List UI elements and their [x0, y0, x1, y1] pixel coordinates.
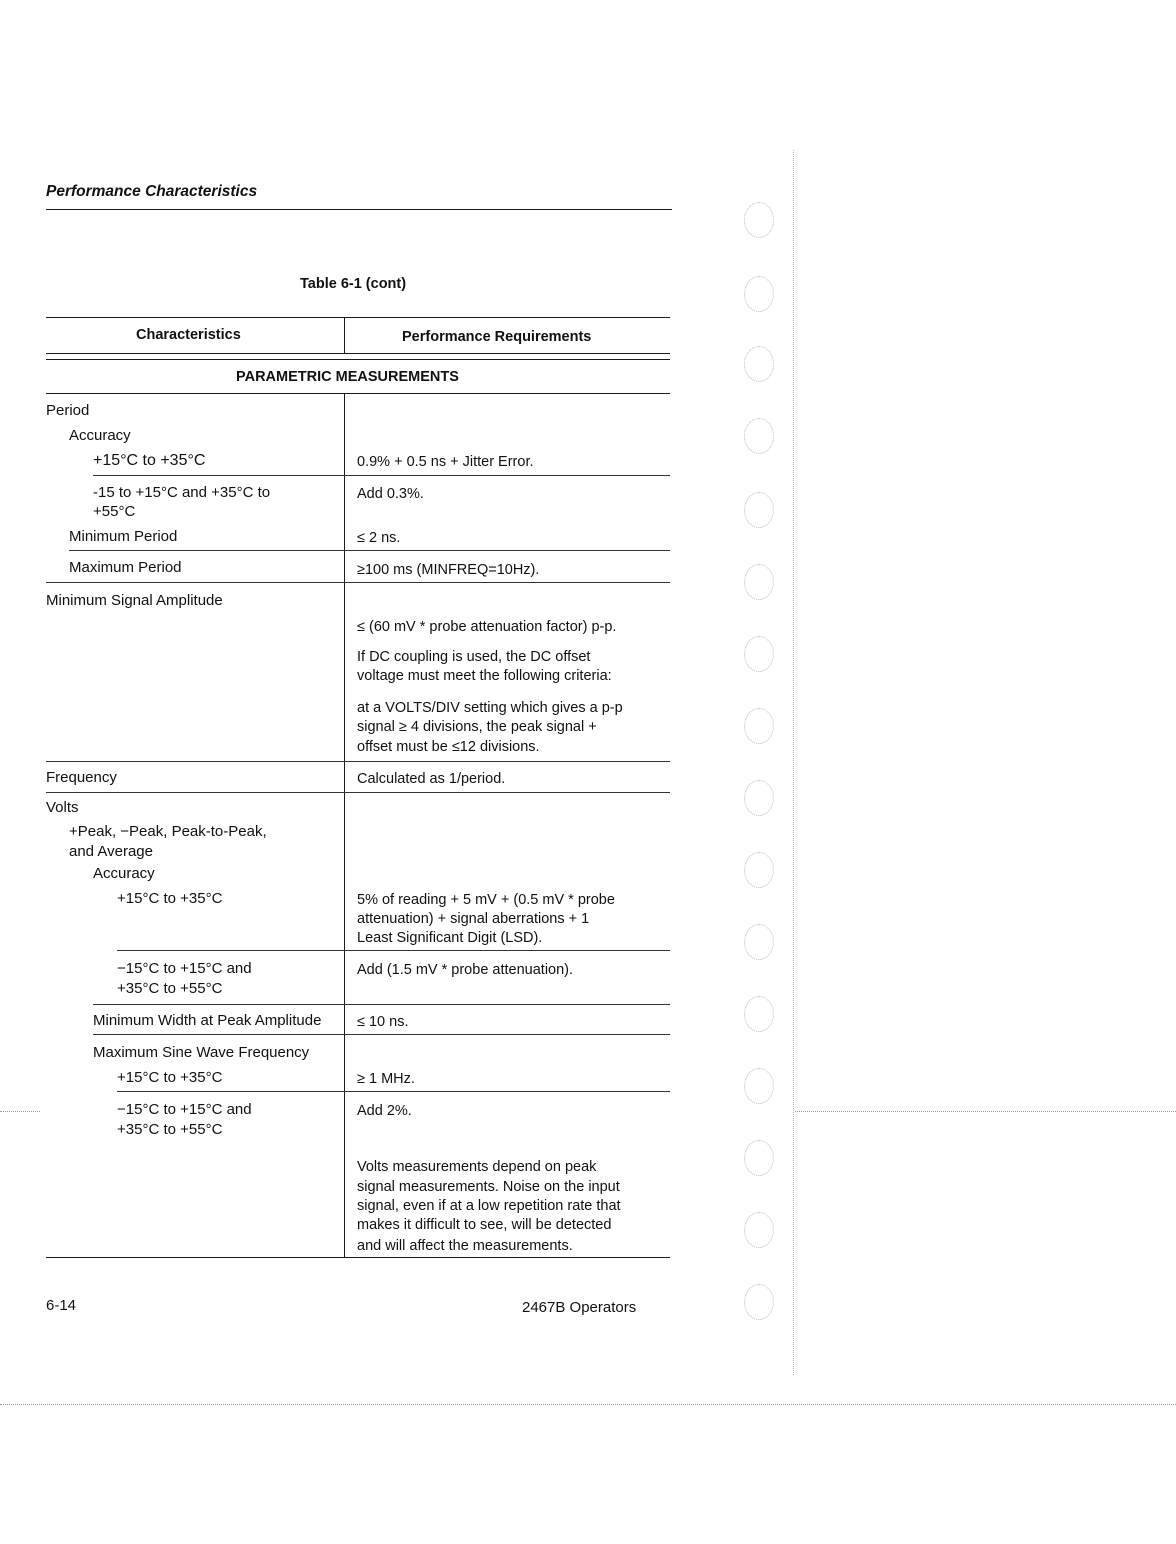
period-accuracy-label: Accuracy: [69, 427, 131, 444]
min-period-requirement: ≤ 2 ns.: [357, 530, 401, 546]
binder-hole: [744, 996, 774, 1032]
binder-hole: [744, 780, 774, 816]
row-rule: [117, 1091, 670, 1092]
frequency-requirement: Calculated as 1/period.: [357, 771, 506, 787]
header-double-rule-bottom: [46, 359, 670, 360]
volts-temp-range-1-req-line3: Least Significant Digit (LSD).: [357, 930, 543, 946]
min-signal-requirement-2-line1: If DC coupling is used, the DC offset: [357, 649, 591, 665]
period-temp-range-2-line1: -15 to +15°C and +35°C to: [93, 484, 271, 501]
table-title: Table 6-1 (cont): [300, 276, 407, 292]
min-signal-amplitude-label: Minimum Signal Amplitude: [46, 592, 223, 609]
binder-hole: [744, 708, 774, 744]
volts-temp-range-2-line2: +35°C to +55°C: [117, 980, 223, 997]
header-double-rule-top: [46, 353, 670, 354]
binder-hole: [744, 492, 774, 528]
row-rule: [117, 950, 670, 951]
volts-note-line4: makes it difficult to see, will be detected: [357, 1217, 612, 1233]
fold-line: [795, 1111, 1176, 1112]
binder-hole: [744, 1068, 774, 1104]
section-title: Performance Characteristics: [46, 183, 258, 200]
volts-label: Volts: [46, 799, 79, 816]
binder-hole: [744, 202, 774, 238]
column-divider-body: [344, 394, 345, 1257]
row-rule: [93, 1034, 670, 1035]
volts-temp-range-3: +15°C to +35°C: [117, 1069, 223, 1086]
min-signal-requirement-3-line2: signal ≥ 4 divisions, the peak signal +: [357, 719, 597, 735]
period-temp-range-2-requirement: Add 0.3%.: [357, 486, 424, 502]
table-bottom-rule: [46, 1257, 670, 1258]
table-top-rule: [46, 317, 670, 318]
min-width-label: Minimum Width at Peak Amplitude: [93, 1012, 322, 1029]
volts-temp-range-2-line1: −15°C to +15°C and: [117, 960, 252, 977]
volts-temp-range-1-req-line2: attenuation) + signal aberrations + 1: [357, 911, 590, 927]
binder-hole: [744, 1140, 774, 1176]
binder-hole: [744, 1212, 774, 1248]
binder-hole: [744, 276, 774, 312]
section-heading: PARAMETRIC MEASUREMENTS: [236, 369, 459, 385]
manual-name: 2467B Operators: [522, 1299, 637, 1316]
volts-sub-line1: +Peak, −Peak, Peak-to-Peak,: [69, 823, 267, 840]
scan-edge: [0, 1404, 1176, 1405]
binder-hole: [744, 636, 774, 672]
row-rule: [93, 475, 670, 476]
binder-hole: [744, 564, 774, 600]
page-number: 6-14: [46, 1297, 77, 1314]
binder-hole: [744, 1284, 774, 1320]
volts-note-line2: signal measurements. Noise on the input: [357, 1179, 620, 1195]
min-signal-requirement-3-line1: at a VOLTS/DIV setting which gives a p-p: [357, 700, 623, 716]
binder-hole: [744, 418, 774, 454]
period-temp-range-1-requirement: 0.9% + 0.5 ns + Jitter Error.: [357, 454, 534, 470]
volts-temp-range-1-req-line1: 5% of reading + 5 mV + (0.5 mV * probe: [357, 892, 615, 908]
binder-hole: [744, 852, 774, 888]
period-label: Period: [46, 402, 90, 419]
min-signal-requirement-1: ≤ (60 mV * probe attenuation factor) p-p.: [357, 619, 617, 635]
max-sine-label: Maximum Sine Wave Frequency: [93, 1044, 310, 1061]
row-rule: [46, 792, 670, 793]
page-edge: [793, 150, 794, 1375]
period-temp-range-1: +15°C to +35°C: [93, 452, 206, 469]
volts-note-line5: and will affect the measurements.: [357, 1238, 573, 1254]
column-header-characteristics: Characteristics: [136, 327, 241, 343]
min-period-label: Minimum Period: [69, 528, 178, 545]
volts-temp-range-4-line1: −15°C to +15°C and: [117, 1101, 252, 1118]
row-rule: [93, 1004, 670, 1005]
row-rule: [46, 582, 670, 583]
section-rule: [46, 393, 670, 394]
row-rule: [46, 761, 670, 762]
min-signal-requirement-2-line2: voltage must meet the following criteria:: [357, 668, 612, 684]
min-width-requirement: ≤ 10 ns.: [357, 1014, 409, 1030]
fold-line: [0, 1111, 40, 1112]
row-rule: [69, 550, 670, 551]
header-rule: [46, 209, 672, 210]
period-temp-range-2-line2: +55°C: [93, 503, 136, 520]
max-period-label: Maximum Period: [69, 559, 182, 576]
volts-temp-range-2-requirement: Add (1.5 mV * probe attenuation).: [357, 962, 574, 978]
volts-note-line1: Volts measurements depend on peak: [357, 1159, 597, 1175]
volts-temp-range-4-line2: +35°C to +55°C: [117, 1121, 223, 1138]
binder-hole: [744, 924, 774, 960]
volts-temp-range-1: +15°C to +35°C: [117, 890, 223, 907]
volts-accuracy-label: Accuracy: [93, 865, 155, 882]
column-header-requirements: Performance Requirements: [402, 329, 592, 345]
frequency-label: Frequency: [46, 769, 117, 786]
max-period-requirement: ≥100 ms (MINFREQ=10Hz).: [357, 562, 540, 578]
binder-hole: [744, 346, 774, 382]
volts-temp-range-4-requirement: Add 2%.: [357, 1103, 412, 1119]
volts-note-line3: signal, even if at a low repetition rate that: [357, 1198, 621, 1214]
min-signal-requirement-3-line3: offset must be ≤12 divisions.: [357, 739, 540, 755]
volts-temp-range-3-requirement: ≥ 1 MHz.: [357, 1071, 415, 1087]
volts-sub-line2: and Average: [69, 843, 153, 860]
column-divider-header: [344, 318, 345, 354]
